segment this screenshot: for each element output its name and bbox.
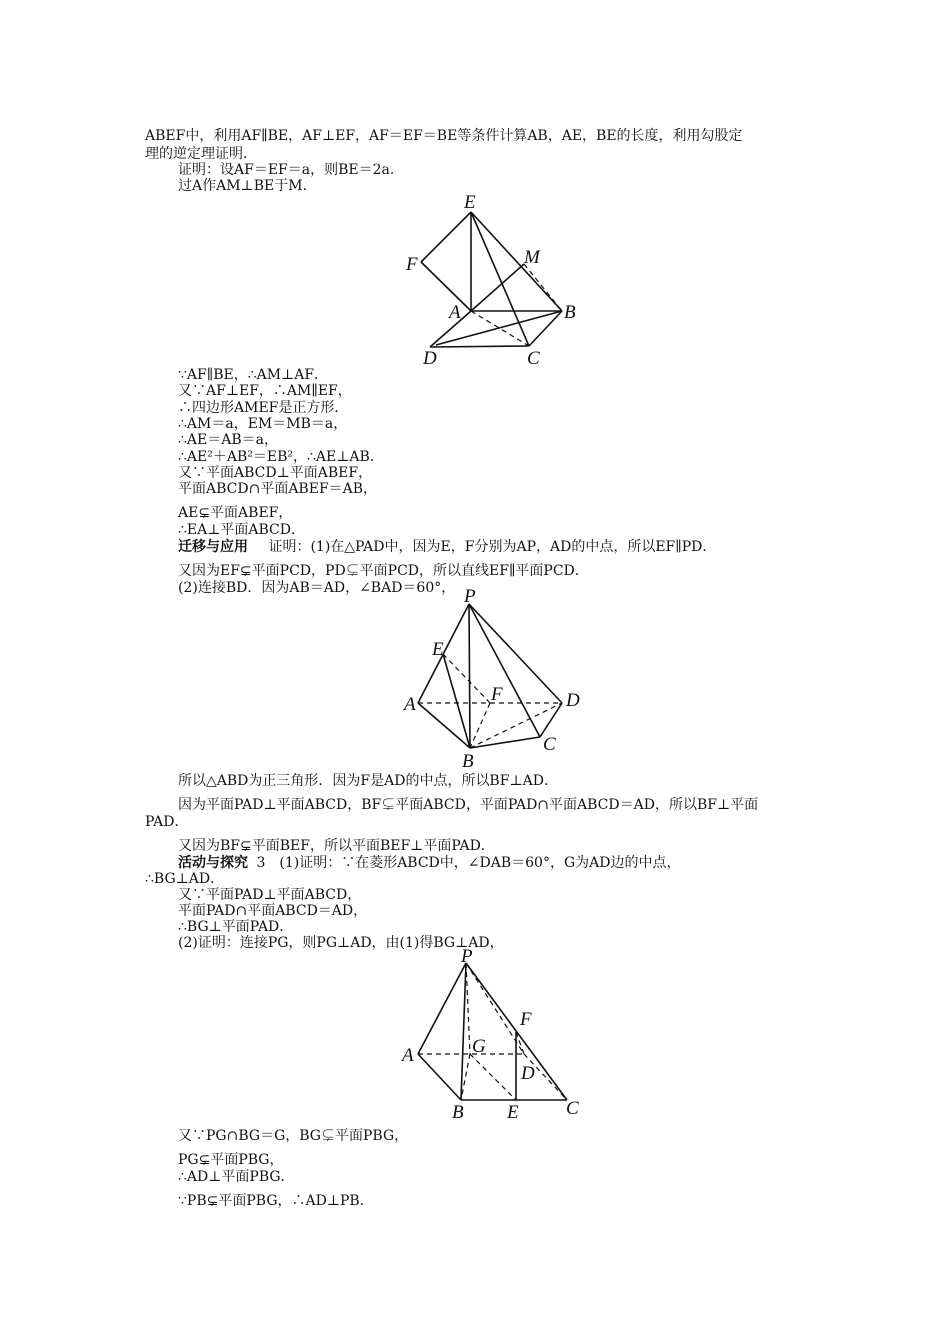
fig3-label-F: F — [520, 1009, 532, 1030]
text-line-8: ∴AM＝a，EM＝MB＝a， — [178, 416, 348, 432]
text-line-19: 因为平面PAD⊥平面ABCD，BF⊊平面ABCD，平面PAD∩平面ABCD＝AD，所以BF⊥平面 — [178, 797, 759, 813]
text-line-16: 又因为EF⊊平面PCD，PD⊊平面PCD，所以直线EF∥平面PCD． — [178, 563, 589, 579]
fig2-label-F: F — [491, 684, 503, 705]
text-line-14: ∴EA⊥平面ABCD． — [178, 522, 305, 538]
fig2-label-A: A — [404, 694, 416, 715]
fig2-label-E: E — [432, 639, 444, 660]
text-line-20: PAD． — [145, 814, 189, 830]
text-line-5: ∵AF∥BE，∴AM⊥AF． — [178, 367, 329, 383]
text-line-27: (2)证明：连接PG，则PG⊥AD，由(1)得BG⊥AD， — [178, 935, 504, 951]
text-line-24: 又∵平面PAD⊥平面ABCD， — [178, 887, 362, 903]
text-line-30: ∴AD⊥平面PBG． — [178, 1169, 295, 1185]
fig2-label-D: D — [566, 690, 580, 711]
text-line-11: 又∵平面ABCD⊥平面ABEF， — [178, 465, 373, 481]
fig3-label-P: P — [461, 946, 473, 967]
fig1-label-M: M — [524, 247, 540, 268]
text-line-13: AE⊊平面ABEF， — [178, 505, 293, 521]
text-line-29: PG⊊平面PBG， — [178, 1152, 284, 1168]
text-line-15: 证明：(1)在△PAD中，因为E，F分别为AP，AD的中点，所以EF∥PD． — [268, 539, 717, 555]
text-line-21: 又因为BF⊊平面BEF，所以平面BEF⊥平面PAD． — [178, 838, 495, 854]
text-line-18: 所以△ABD为正三角形．因为F是AD的中点，所以BF⊥AD． — [178, 773, 558, 789]
fig3-label-E: E — [507, 1102, 519, 1123]
text-line-2: 理的逆定理证明． — [145, 146, 257, 162]
text-line-7: ∴四边形AMEF是正方形． — [178, 400, 349, 416]
text-line-6: 又∵AF⊥EF，∴AM∥EF， — [178, 383, 352, 399]
fig3-edges — [418, 963, 567, 1100]
text-line-22: 3 (1)证明：∵在菱形ABCD中，∠DAB＝60°，G为AD边的中点， — [256, 855, 681, 871]
fig1-label-C: C — [527, 348, 540, 369]
text-line-23: ∴BG⊥AD． — [145, 871, 225, 887]
text-line-25: 平面PAD∩平面ABCD＝AD， — [178, 903, 368, 919]
text-line-31: ∵PB⊊平面PBG，∴AD⊥PB． — [178, 1193, 374, 1209]
text-line-17: (2)连接BD．因为AB＝AD，∠BAD＝60°， — [178, 580, 456, 596]
fig2-label-B: B — [462, 751, 474, 772]
fig1-label-D: D — [423, 348, 437, 369]
fig1-label-E: E — [464, 192, 476, 213]
text-line-26: ∴BG⊥平面PAD． — [178, 919, 294, 935]
fig3-label-C: C — [566, 1098, 579, 1119]
fig2-label-C: C — [543, 734, 556, 755]
text-line-3: 证明：设AF＝EF＝a，则BE＝2a． — [178, 162, 404, 178]
text-line-4: 过A作AM⊥BE于M． — [178, 178, 317, 194]
fig1-label-B: B — [564, 302, 576, 323]
fig3-label-B: B — [452, 1102, 464, 1123]
text-line-10: ∴AE²＋AB²＝EB²，∴AE⊥AB． — [178, 449, 384, 465]
text-line-9: ∴AE＝AB＝a， — [178, 432, 278, 448]
text-line-12: 平面ABCD∩平面ABEF＝AB， — [178, 481, 378, 497]
text-line-28: 又∵PG∩BG＝G，BG⊊平面PBG， — [178, 1128, 409, 1144]
fig3-label-D: D — [521, 1063, 535, 1084]
fig1-label-A: A — [449, 302, 461, 323]
heading-activity: 活动与探究 — [178, 855, 248, 871]
fig3-label-G: G — [472, 1036, 486, 1057]
heading-migration: 迁移与应用 — [178, 539, 248, 555]
fig2-label-P: P — [464, 586, 476, 607]
fig1-label-F: F — [406, 254, 418, 275]
text-line-1: ABEF中，利用AF∥BE，AF⊥EF，AF＝EF＝BE等条件计算AB，AE，BE的长度，利用勾股定 — [145, 128, 743, 144]
fig3-label-A: A — [402, 1045, 414, 1066]
